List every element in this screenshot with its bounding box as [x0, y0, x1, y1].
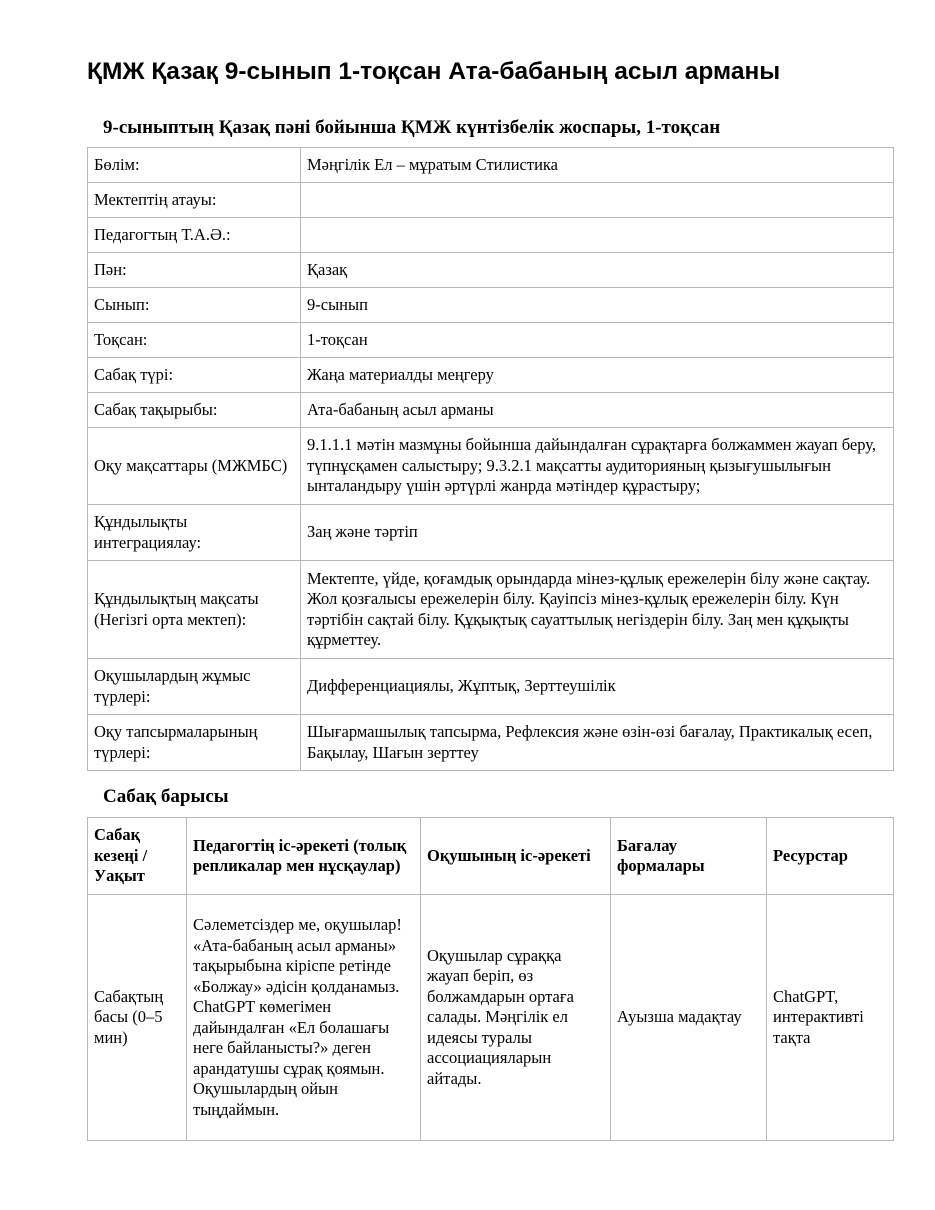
info-row-learning-objectives [88, 428, 894, 505]
info-label: Құндылықтың мақсаты (Негізгі орта мектеп): [88, 561, 301, 659]
info-value: Дифференциациялы, Жұптық, Зерттеушілік [301, 659, 894, 715]
document-title: ҚМЖ Қазақ 9-сынып 1-тоқсан Ата-бабаның асыл арманы [87, 58, 781, 85]
info-row-teacher [88, 218, 894, 253]
info-row-subject [88, 253, 894, 288]
lesson-flow-table [87, 817, 894, 1141]
info-label: Пән: [88, 253, 301, 288]
lesson-header-row [88, 818, 894, 895]
header-stage-time: Сабақ кезеңі / Уақыт [88, 818, 187, 895]
info-row-school [88, 183, 894, 218]
info-row-lesson-type [88, 358, 894, 393]
info-row-quarter [88, 323, 894, 358]
info-row-value-goal [88, 561, 894, 659]
plan-subtitle: 9-сыныптың Қазақ пәні бойынша ҚМЖ күнтізбелік жоспары, 1-тоқсан [103, 117, 721, 138]
lesson-info-table [87, 147, 894, 771]
info-value: Мектепте, үйде, қоғамдық орындарда мінез-құлық ережелерін білу және сақтау. Жол қозғалысы ережелерін білу. Қауіпсіз мінез-құлық ережелерін білу. Күн тәртібін сақтай білу. Құқықтық сауаттылық негіздерін білу. Заң мен құқықты құрметтеу. [301, 561, 894, 659]
info-label: Сабақ түрі: [88, 358, 301, 393]
header-teacher-activity: Педагогтің іс-әрекеті (толық репликалар мен нұсқаулар) [187, 818, 421, 895]
info-label: Оқу мақсаттары (МЖМБС) [88, 428, 301, 505]
info-row-work-types [88, 659, 894, 715]
lesson-row-opening [88, 895, 894, 1141]
info-row-task-types [88, 715, 894, 771]
info-value: 9-сынып [301, 288, 894, 323]
info-label: Оқу тапсырмаларының түрлері: [88, 715, 301, 771]
header-student-activity: Оқушының іс-әрекеті [421, 818, 611, 895]
cell-stage-time: Сабақтың басы (0–5 мин) [88, 895, 187, 1141]
cell-assessment: Ауызша мадақтау [611, 895, 767, 1141]
info-row-section [88, 148, 894, 183]
cell-teacher-activity: Сәлеметсіздер ме, оқушылар! «Ата-бабаның асыл арманы» тақырыбына кіріспе ретінде «Болжау» әдісін қолданамыз. ChatGPT көмегімен дайындалған «Ел болашағы неге байланысты?» деген арандатушы сұрақ қоямын. Оқушылардың ойын тыңдаймын. [187, 895, 421, 1141]
info-value [301, 183, 894, 218]
info-value: 1-тоқсан [301, 323, 894, 358]
info-label: Бөлім: [88, 148, 301, 183]
info-row-lesson-topic [88, 393, 894, 428]
info-label: Сабақ тақырыбы: [88, 393, 301, 428]
info-row-grade [88, 288, 894, 323]
cell-resources: ChatGPT, интерактивті тақта [767, 895, 894, 1141]
info-label: Тоқсан: [88, 323, 301, 358]
info-value: 9.1.1.1 мәтін мазмұны бойынша дайындалған сұрақтарға болжаммен жауап беру, түпнұсқамен салыстыру; 9.3.2.1 мақсатты аудиторияның қызығушылығын ынталандыру үшін әртүрлі жанрда мәтіндер құрастыру; [301, 428, 894, 505]
cell-student-activity: Оқушылар сұраққа жауап беріп, өз болжамдарын ортаға салады. Мәңгілік ел идеясы туралы ассоциацияларын айтады. [421, 895, 611, 1141]
info-label: Мектептің атауы: [88, 183, 301, 218]
info-value: Жаңа материалды меңгеру [301, 358, 894, 393]
info-label: Педагогтың Т.А.Ә.: [88, 218, 301, 253]
info-value: Мәңгілік Ел – мұратым Стилистика [301, 148, 894, 183]
info-label: Құндылықты интеграциялау: [88, 505, 301, 561]
info-row-value-integration [88, 505, 894, 561]
info-label: Оқушылардың жұмыс түрлері: [88, 659, 301, 715]
header-assessment: Бағалау формалары [611, 818, 767, 895]
info-value [301, 218, 894, 253]
info-value: Шығармашылық тапсырма, Рефлексия және өзін-өзі бағалау, Практикалық есеп, Бақылау, Шағын зерттеу [301, 715, 894, 771]
info-value: Заң және тәртіп [301, 505, 894, 561]
info-label: Сынып: [88, 288, 301, 323]
header-resources: Ресурстар [767, 818, 894, 895]
info-value: Қазақ [301, 253, 894, 288]
info-value: Ата-бабаның асыл арманы [301, 393, 894, 428]
lesson-flow-heading: Сабақ барысы [103, 786, 229, 807]
